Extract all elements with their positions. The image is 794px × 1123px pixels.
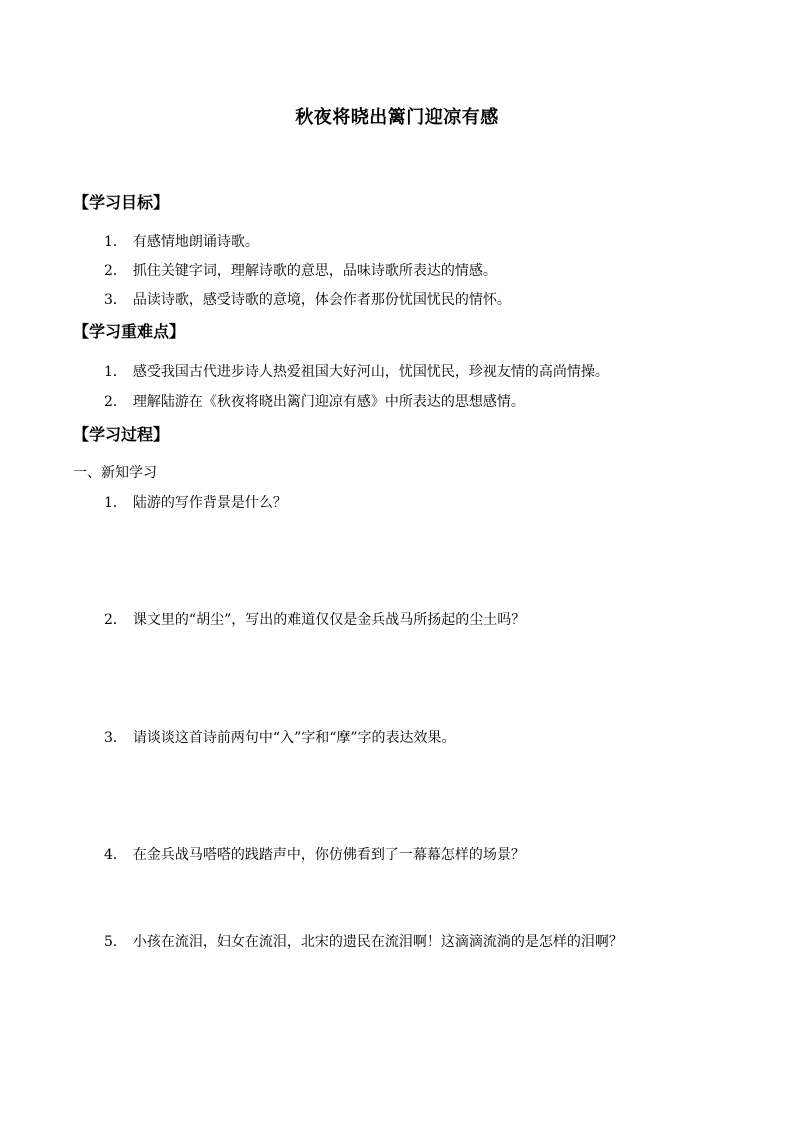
item-number: 2． xyxy=(104,612,127,628)
item-number: 1． xyxy=(104,234,127,250)
item-text: 有感情地朗诵诗歌。 xyxy=(132,234,259,250)
section-heading-objectives: 【学习目标】 xyxy=(73,193,170,212)
question-item xyxy=(104,728,456,748)
item-text: 陆游的写作背景是什么？ xyxy=(132,495,287,511)
section-heading-key-points: 【学习重难点】 xyxy=(73,322,186,341)
item-text: 感受我国古代进步诗人热爱祖国大好河山，忧国忧民，珍视友情的高尚情操。 xyxy=(132,364,609,380)
item-number: 3． xyxy=(104,292,127,308)
item-text: 小孩在流泪，妇女在流泪，北宋的遗民在流泪啊！这滴滴流淌的是怎样的泪啊？ xyxy=(132,934,623,950)
item-number: 5． xyxy=(104,934,127,950)
item-number: 2． xyxy=(104,263,127,279)
section-heading-process: 【学习过程】 xyxy=(73,425,170,444)
item-text: 理解陆游在《秋夜将晓出篱门迎凉有感》中所表达的思想感情。 xyxy=(132,394,525,410)
item-number: 4． xyxy=(104,847,127,863)
question-item xyxy=(104,932,623,952)
question-item xyxy=(104,610,525,630)
item-text: 抓住关键字词，理解诗歌的意思，品味诗歌所表达的情感。 xyxy=(132,263,497,279)
item-number: 1． xyxy=(104,495,127,511)
item-number: 3． xyxy=(104,730,127,746)
document-title: 秋夜将晓出篱门迎凉有感 xyxy=(295,107,499,128)
item-number: 1． xyxy=(104,364,127,380)
key-point-item xyxy=(104,392,525,412)
key-point-item xyxy=(104,362,609,382)
item-text: 请谈谈这首诗前两句中“入”字和“摩”字的表达效果。 xyxy=(132,730,456,746)
question-item xyxy=(104,845,525,865)
question-item xyxy=(104,493,287,513)
item-number: 2． xyxy=(104,394,127,410)
item-text: 课文里的“胡尘”，写出的难道仅仅是金兵战马所扬起的尘土吗？ xyxy=(132,612,526,628)
subheading-new-knowledge: 一、新知学习 xyxy=(73,465,157,481)
objective-item xyxy=(104,232,259,252)
objective-item xyxy=(104,261,497,281)
objective-item xyxy=(104,290,511,310)
item-text: 在金兵战马嗒嗒的践踏声中，你仿佛看到了一幕幕怎样的场景？ xyxy=(132,847,525,863)
item-text: 品读诗歌，感受诗歌的意境，体会作者那份忧国忧民的情怀。 xyxy=(132,292,511,308)
